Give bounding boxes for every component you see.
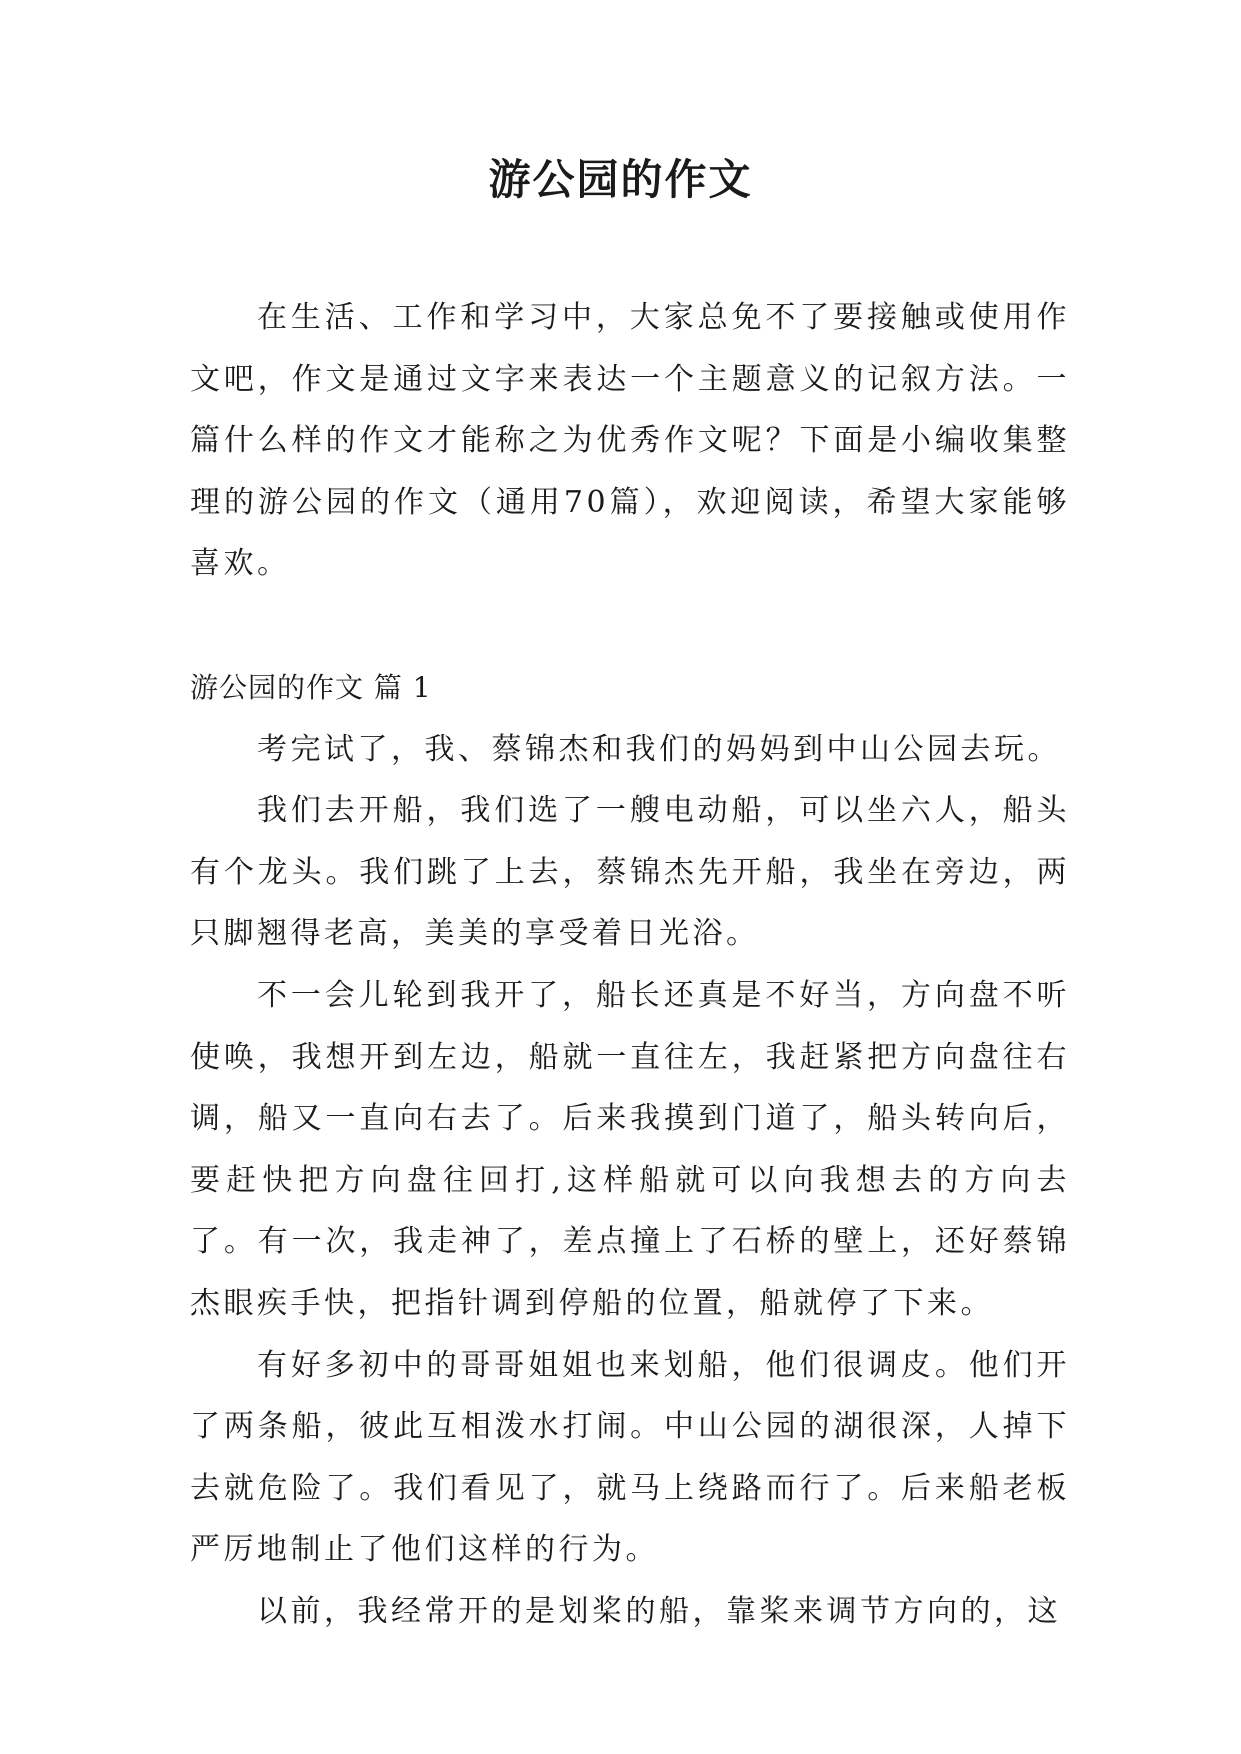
body-paragraph: 我们去开船，我们选了一艘电动船，可以坐六人，船头有个龙头。我们跳了上去，蔡锦杰先开船，我坐在旁边，两只脚翘得老高，美美的享受着日光浴。 xyxy=(190,793,1070,952)
body-paragraph: 以前，我经常开的是划桨的船，靠桨来调节方向的，这 xyxy=(257,1593,1061,1629)
document-title: 游公园的作文 xyxy=(488,155,753,204)
document-body xyxy=(190,287,1070,1642)
section-spacer xyxy=(190,595,1070,657)
intro-paragraph: 在生活、工作和学习中，大家总免不了要接触或使用作文吧，作文是通过文字来表达一个主题意义的记叙方法。一篇什么样的作文才能称之为优秀作文呢？下面是小编收集整理的游公园的作文（通用70篇），欢迎阅读，希望大家能够喜欢。 xyxy=(190,300,1070,582)
section-heading: 游公园的作文 篇 1 xyxy=(190,670,432,704)
body-paragraph: 考完试了，我、蔡锦杰和我们的妈妈到中山公园去玩。 xyxy=(257,731,1061,767)
body-paragraph: 有好多初中的哥哥姐姐也来划船，他们很调皮。他们开了两条船，彼此互相泼水打闹。中山公园的湖很深，人掉下去就危险了。我们看见了，就马上绕路而行了。后来船老板严厉地制止了他们这样的行为。 xyxy=(190,1347,1070,1568)
body-paragraph: 不一会儿轮到我开了，船长还真是不好当，方向盘不听使唤，我想开到左边，船就一直往左，我赶紧把方向盘往右调，船又一直向右去了。后来我摸到门道了，船头转向后，要赶快把方向盘往回打,这样船就可以向我想去的方向去了。有一次，我走神了，差点撞上了石桥的壁上，还好蔡锦杰眼疾手快，把指针调到停船的位置，船就停了下来。 xyxy=(190,977,1070,1321)
